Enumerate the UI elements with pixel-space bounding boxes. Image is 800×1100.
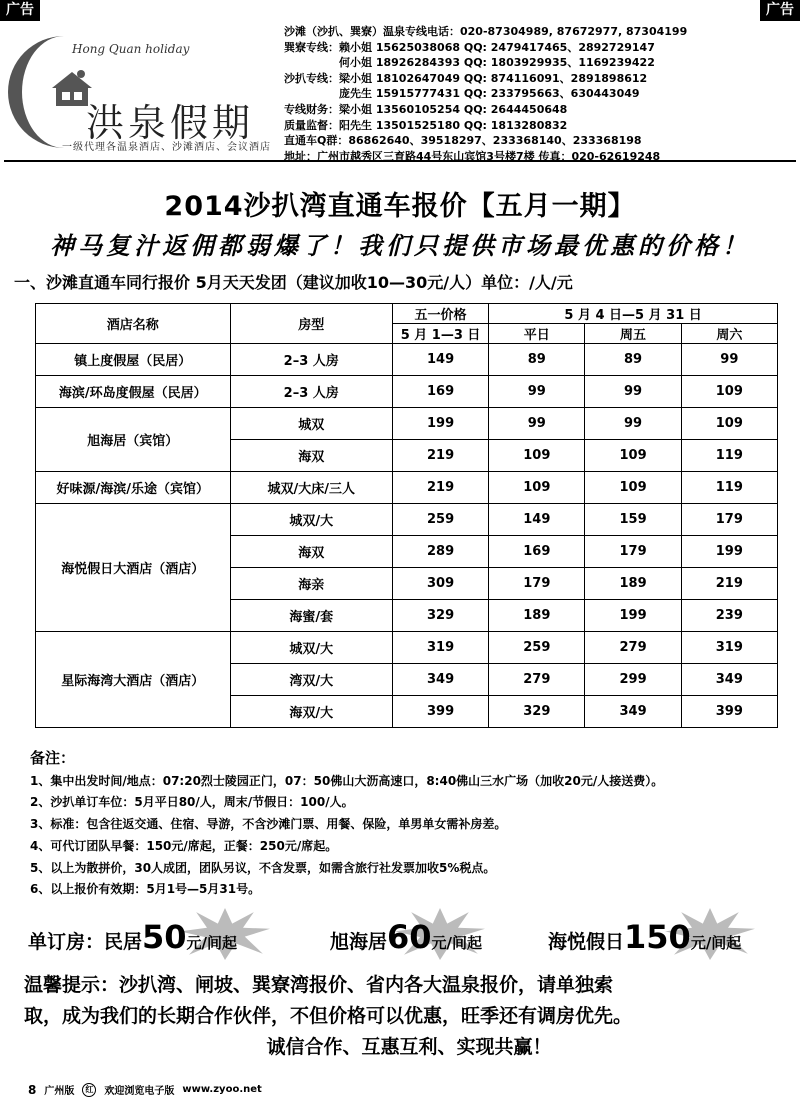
table-row xyxy=(36,408,778,440)
promo-unit: 元/间起 xyxy=(690,934,742,952)
promo-xuhaiju xyxy=(330,918,482,956)
hotel-name-cell: 镇上度假屋（民居） xyxy=(36,344,231,376)
promo-label: 旭海居 xyxy=(330,931,388,953)
room-type-cell: 2–3 人房 xyxy=(230,376,392,408)
slogan: 神马复汁返佣都弱爆了！我们只提供市场最优惠的价格！ xyxy=(50,231,750,260)
price-saturday-cell: 99 xyxy=(681,344,777,376)
price-weekday-cell: 179 xyxy=(489,568,585,600)
price-saturday-cell: 119 xyxy=(681,472,777,504)
price-saturday-cell: 109 xyxy=(681,376,777,408)
price-friday-cell: 189 xyxy=(585,568,681,600)
header-weekday: 平日 xyxy=(489,324,585,344)
promo-price: 150 xyxy=(624,918,691,956)
table-row xyxy=(36,376,778,408)
promo-label: 单订房：民居 xyxy=(28,931,143,953)
footer xyxy=(28,1082,262,1097)
page-number: 8 xyxy=(28,1082,37,1097)
contact-line: 庞先生 15915777431 QQ: 233795663、630443049 xyxy=(284,87,640,101)
contact-line: 质量监督：阳先生 13501525180 QQ: 1813280832 xyxy=(284,118,568,132)
price-weekday-cell: 169 xyxy=(489,536,585,568)
promo-price: 60 xyxy=(387,918,432,956)
header-saturday: 周六 xyxy=(681,324,777,344)
price-weekday-cell: 189 xyxy=(489,600,585,632)
edition: 广州版 xyxy=(44,1086,75,1097)
header-mayday: 五一价格 xyxy=(392,304,488,324)
logo-tagline: 一级代理各温泉酒店、沙滩酒店、会议酒店 xyxy=(62,142,271,153)
notes xyxy=(30,748,800,901)
warm-tip-line: 温馨提示：沙扒湾、闸坡、巽寮湾报价、省内各大温泉报价，请单独索 xyxy=(24,974,614,996)
promo-haiyue xyxy=(548,918,741,956)
header-friday: 周五 xyxy=(585,324,681,344)
price-saturday-cell: 399 xyxy=(681,696,777,728)
logo-english: Hong Quan holiday xyxy=(72,42,190,56)
brand-badge-icon: 红 xyxy=(82,1083,96,1097)
note-item: 3、标准：包含往返交通、住宿、导游，不含沙滩门票、用餐、保险，单男单女需补房差。 xyxy=(30,817,507,832)
price-mayday-cell: 329 xyxy=(392,600,488,632)
hotel-name-cell: 海悦假日大酒店（酒店） xyxy=(36,504,231,632)
price-weekday-cell: 89 xyxy=(489,344,585,376)
price-table-body xyxy=(36,344,778,728)
hotel-name-cell: 星际海湾大酒店（酒店） xyxy=(36,632,231,728)
price-friday-cell: 159 xyxy=(585,504,681,536)
hotel-name-cell: 旭海居（宾馆） xyxy=(36,408,231,472)
price-weekday-cell: 99 xyxy=(489,408,585,440)
ad-tag-right: 广告 xyxy=(760,0,800,21)
price-mayday-cell: 289 xyxy=(392,536,488,568)
warm-tip-motto: 诚信合作、互惠互利、实现共赢！ xyxy=(266,1036,552,1058)
price-saturday-cell: 199 xyxy=(681,536,777,568)
price-saturday-cell: 239 xyxy=(681,600,777,632)
room-type-cell: 城双 xyxy=(230,408,392,440)
price-mayday-cell: 169 xyxy=(392,376,488,408)
promo-minju xyxy=(28,918,237,956)
note-item: 4、可代订团队早餐：150元/席起，正餐：250元/席起。 xyxy=(30,838,338,853)
price-mayday-cell: 149 xyxy=(392,344,488,376)
price-weekday-cell: 329 xyxy=(489,696,585,728)
price-saturday-cell: 349 xyxy=(681,664,777,696)
table-row xyxy=(36,344,778,376)
contact-line: 沙滩（沙扒、巽寮）温泉专线电话：020-87304989, 87672977, 87304199 xyxy=(284,25,688,38)
header-may-range: 5 月 4 日—5 月 31 日 xyxy=(489,304,778,324)
price-friday-cell: 109 xyxy=(585,472,681,504)
price-weekday-cell: 149 xyxy=(489,504,585,536)
price-weekday-cell: 99 xyxy=(489,376,585,408)
contact-line: 巽寮专线：赖小姐 15625038068 QQ: 2479417465、2892729147 xyxy=(284,40,655,54)
note-item: 5、以上为散拼价，30人成团，团队另议，不含发票，如需含旅行社发票加收5%税点。 xyxy=(30,860,496,875)
price-friday-cell: 109 xyxy=(585,440,681,472)
browse-text: 欢迎浏览电子版 xyxy=(104,1086,175,1097)
price-mayday-cell: 219 xyxy=(392,440,488,472)
room-type-cell: 海双 xyxy=(230,536,392,568)
price-mayday-cell: 399 xyxy=(392,696,488,728)
page-title: 2014沙扒湾直通车报价【五月一期】 xyxy=(164,191,636,222)
price-friday-cell: 299 xyxy=(585,664,681,696)
room-type-cell: 海双/大 xyxy=(230,696,392,728)
header-room: 房型 xyxy=(230,304,392,344)
price-friday-cell: 199 xyxy=(585,600,681,632)
price-weekday-cell: 259 xyxy=(489,632,585,664)
room-type-cell: 城双/大床/三人 xyxy=(230,472,392,504)
note-item: 1、集中出发时间/地点：07:20烈士陵园正门，07：50佛山大沥高速口，8:40佛山三水广场（加收20元/人接送费）。 xyxy=(30,773,664,788)
warm-tip xyxy=(24,970,794,1063)
price-mayday-cell: 319 xyxy=(392,632,488,664)
notes-title: 备注： xyxy=(30,749,76,767)
note-item: 6、以上报价有效期：5月1号—5月31号。 xyxy=(30,882,261,897)
contact-line: 直通车Q群：86862640、39518297、233368140、233368198 xyxy=(284,134,642,148)
price-friday-cell: 349 xyxy=(585,696,681,728)
promo-label: 海悦假日 xyxy=(548,931,625,953)
contact-line: 地址：广州市越秀区三育路44号东山宾馆3号楼7楼 传真：020-62619248 xyxy=(284,149,661,163)
section-title: 一、沙滩直通车同行报价 5月天天发团（建议加收10—30元/人）单位：/人/元 xyxy=(14,273,573,292)
price-mayday-cell: 199 xyxy=(392,408,488,440)
room-type-cell: 2–3 人房 xyxy=(230,344,392,376)
ad-tag-left: 广告 xyxy=(0,0,40,21)
price-friday-cell: 99 xyxy=(585,376,681,408)
note-item: 2、沙扒单订车位：5月平日80/人，周末/节假日：100/人。 xyxy=(30,795,354,810)
contact-line: 专线财务：梁小姐 13560105254 QQ: 2644450648 xyxy=(284,102,568,116)
price-mayday-cell: 259 xyxy=(392,504,488,536)
price-saturday-cell: 179 xyxy=(681,504,777,536)
warm-tip-line: 取，成为我们的长期合作伙伴，不但价格可以优惠，旺季还有调房优先。 xyxy=(24,1005,633,1027)
hotel-name-cell: 海滨/环岛度假屋（民居） xyxy=(36,376,231,408)
contact-block xyxy=(284,24,794,164)
promo-price: 50 xyxy=(142,918,187,956)
header-mayday-dates: 5 月 1—3 日 xyxy=(392,324,488,344)
room-type-cell: 海蜜/套 xyxy=(230,600,392,632)
price-saturday-cell: 319 xyxy=(681,632,777,664)
room-type-cell: 城双/大 xyxy=(230,632,392,664)
hotel-name-cell: 好味源/海滨/乐途（宾馆） xyxy=(36,472,231,504)
room-type-cell: 城双/大 xyxy=(230,504,392,536)
price-weekday-cell: 279 xyxy=(489,664,585,696)
site-url[interactable]: www.zyoo.net xyxy=(182,1084,262,1095)
price-mayday-cell: 309 xyxy=(392,568,488,600)
price-friday-cell: 89 xyxy=(585,344,681,376)
promo-unit: 元/间起 xyxy=(186,934,238,952)
price-mayday-cell: 349 xyxy=(392,664,488,696)
table-row xyxy=(36,504,778,536)
table-row xyxy=(36,632,778,664)
room-type-cell: 湾双/大 xyxy=(230,664,392,696)
room-type-cell: 海双 xyxy=(230,440,392,472)
price-table xyxy=(35,303,778,728)
promo-unit: 元/间起 xyxy=(431,934,483,952)
promo-strip xyxy=(0,910,800,956)
logo-chinese: 洪泉假期 xyxy=(86,101,255,145)
header xyxy=(4,22,796,162)
contact-line: 沙扒专线：梁小姐 18102647049 QQ: 874116091、2891898612 xyxy=(284,71,648,85)
price-weekday-cell: 109 xyxy=(489,440,585,472)
price-friday-cell: 179 xyxy=(585,536,681,568)
price-mayday-cell: 219 xyxy=(392,472,488,504)
price-saturday-cell: 109 xyxy=(681,408,777,440)
price-weekday-cell: 109 xyxy=(489,472,585,504)
price-saturday-cell: 219 xyxy=(681,568,777,600)
contact-line: 何小姐 18926284393 QQ: 1803929935、1169239422 xyxy=(284,56,655,70)
logo xyxy=(4,22,276,158)
price-saturday-cell: 119 xyxy=(681,440,777,472)
table-row xyxy=(36,472,778,504)
room-type-cell: 海亲 xyxy=(230,568,392,600)
price-friday-cell: 279 xyxy=(585,632,681,664)
price-friday-cell: 99 xyxy=(585,408,681,440)
header-hotel: 酒店名称 xyxy=(36,304,231,344)
